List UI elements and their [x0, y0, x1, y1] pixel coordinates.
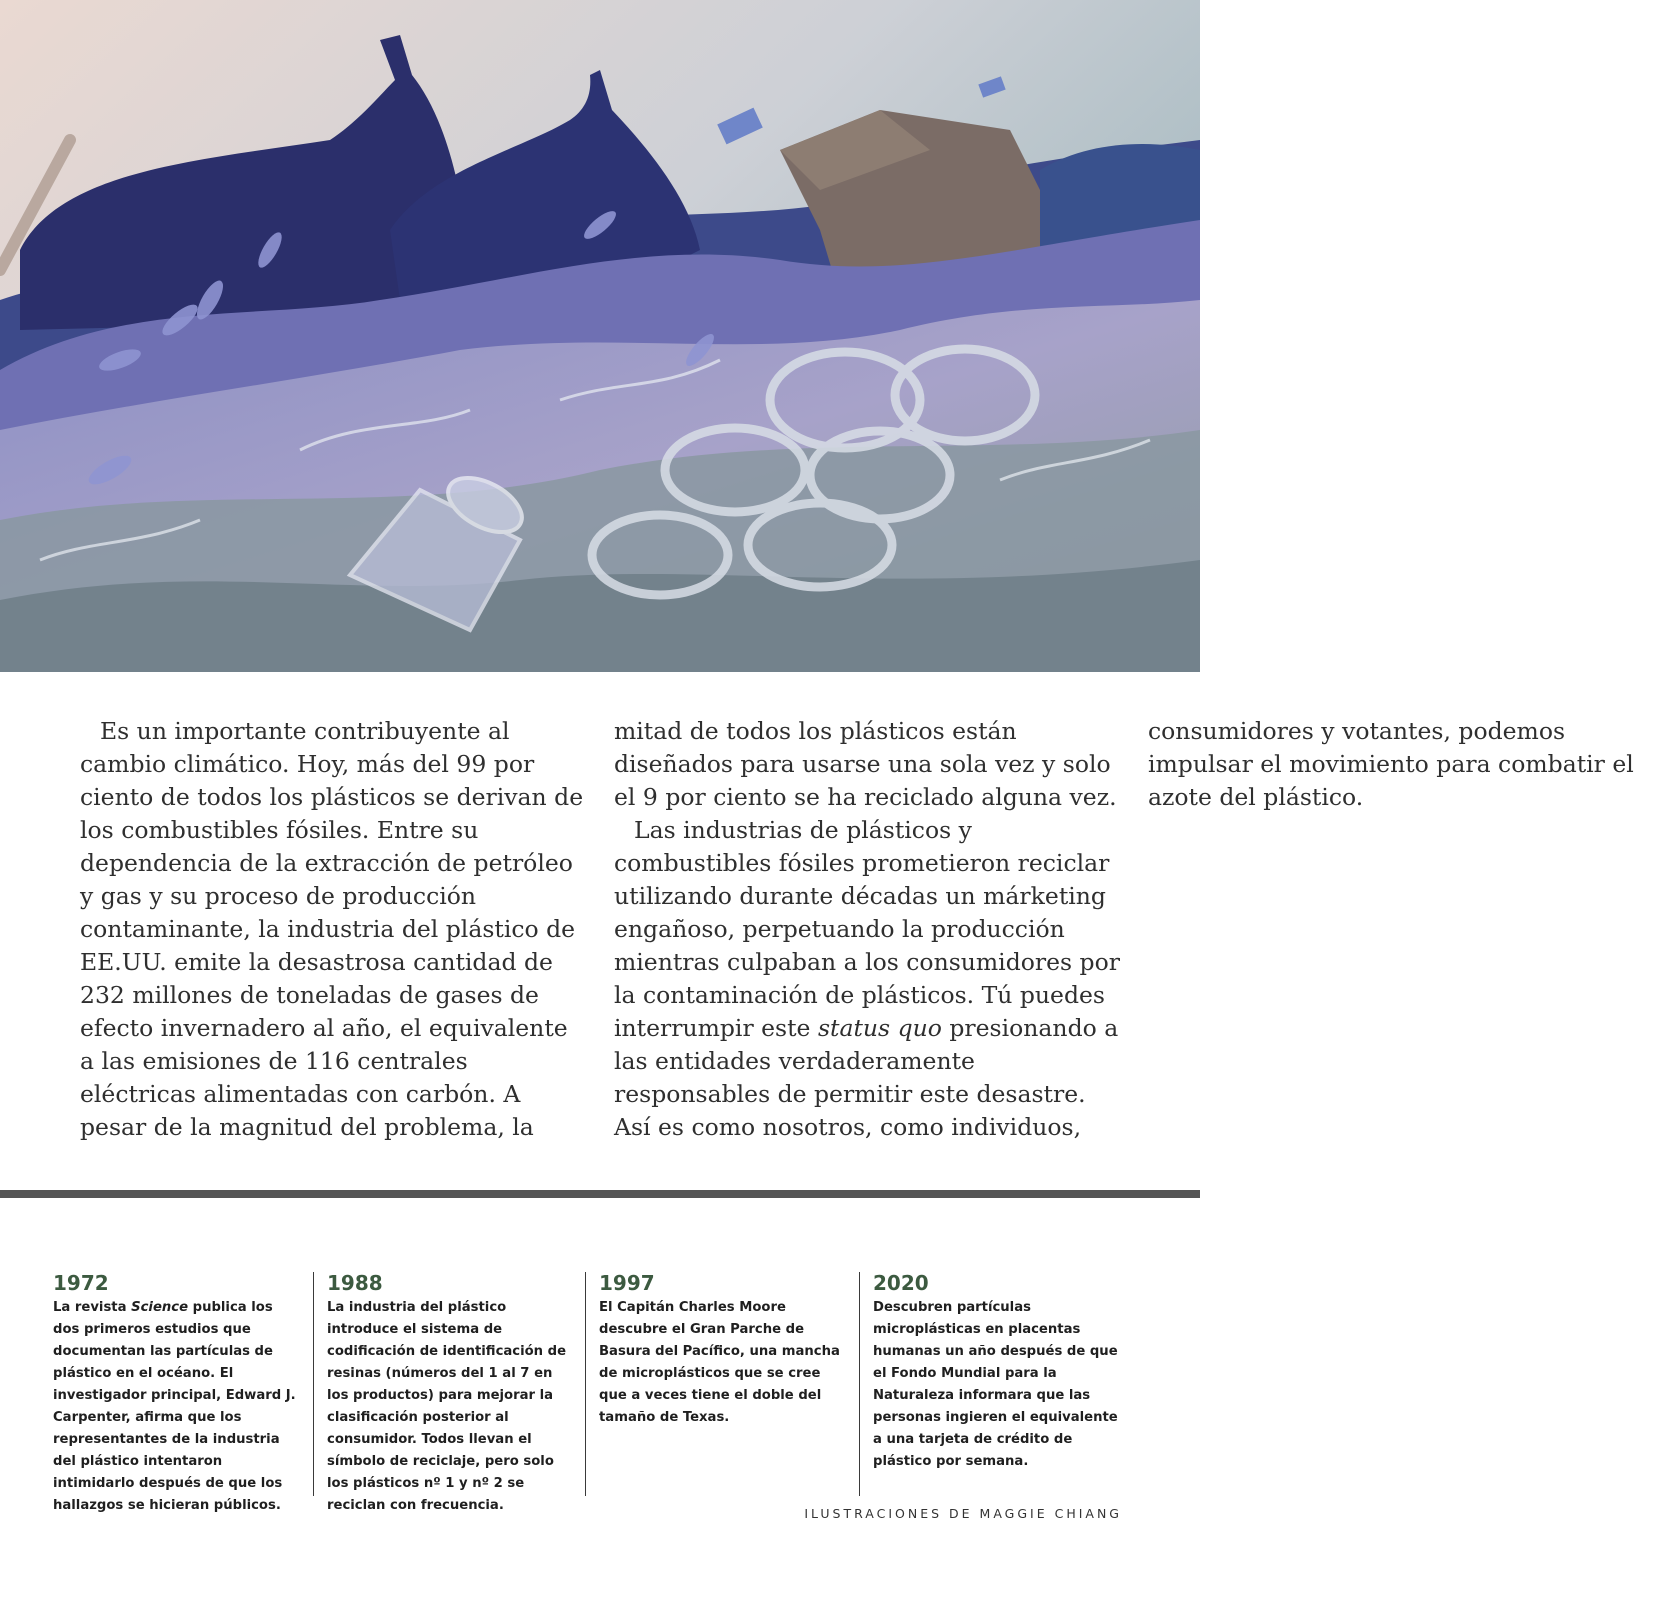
timeline-text: Descubren partículas microplásticas en placentas humanas un año después de que el Fondo Mundial para la Naturaleza informara que las personas ingieren el equivalente a una tarjeta de crédito de plástico por semana.: [873, 1300, 1118, 1469]
timeline-item-1997: [599, 1272, 844, 1497]
timeline-text: El Capitán Charles Moore descubre el Gran Parche de Basura del Pacífico, una mancha de microplásticos que se cree que a veces tiene el doble del tamaño de Texas.: [599, 1300, 840, 1425]
status-quo-term: status quo: [817, 1014, 942, 1042]
illustration-artwork: [0, 0, 1200, 672]
plastic-waste-illustration: [0, 0, 1200, 672]
timeline-item-2020: [873, 1272, 1118, 1497]
timeline-text-end: publica los dos primeros estudios que documentan las partículas de plástico en el océano. El investigador principal, Edward J. Carpenter, afirma que los representantes de la industria del plástico intentaron intimidarlo después de que los hallazgos se hicieran públicos.: [53, 1300, 296, 1513]
timeline-item-1988: [327, 1271, 572, 1513]
timeline-item-1972: [53, 1271, 298, 1513]
article-paragraph-2-start: Las industrias de plásticos y combustibles fósiles prometieron reciclar utilizando durante décadas un márketing engañoso, perpetuando la producción mientras culpaban a los consumidores por la contaminación de plásticos. Tú puedes interrumpir este: [614, 816, 1120, 1042]
timeline-year: 1988: [327, 1271, 383, 1295]
timeline-text: La industria del plástico introduce el sistema de codificación de identificación de resinas (números del 1 al 7 en los productos) para mejorar la clasificación posterior al consumidor. Todos llevan el símbolo de reciclaje, pero solo los plásticos nº 1 y nº 2 se reciclan con frecuencia.: [327, 1300, 567, 1513]
timeline-text-start: La revista: [53, 1300, 132, 1315]
article-paragraph-1: Es un importante contribuyente al cambio climático. Hoy, más del 99 por ciento de todos los plásticos se derivan de los combustibles fósiles. Entre su dependencia de la extracción de petróleo y gas y su proceso de producción contaminante, la industria del plástico de EE.UU. emite la desastrosa cantidad de 232 millones de toneladas de gases de efecto invernadero al año, el equivalente a las emisiones de 116 centrales eléctricas alimentadas con carbón. A pesar de la magnitud del problema, la mitad de todos los plásticos están diseñados para usarse una sola vez y solo el 9 por ciento se ha reciclado alguna vez.: [80, 717, 1117, 1141]
illustration-credit: ILUSTRACIONES DE MAGGIE CHIANG: [804, 1506, 1122, 1521]
timeline-year: 1972: [53, 1271, 109, 1295]
timeline: [53, 1271, 1143, 1513]
timeline-year: 2020: [873, 1271, 929, 1295]
section-divider: [0, 1190, 1200, 1198]
timeline-text: [53, 1297, 298, 1517]
article-body: [80, 715, 1634, 1160]
timeline-year: 1997: [599, 1271, 655, 1295]
article-paragraph-2-end: presionando a las entidades verdaderamente responsables de permitir este desastre. Así es como nosotros, como individuos, consumidores y votantes, podemos impulsar el movimiento para combatir el azote del plástico.: [614, 717, 1634, 1141]
science-journal-title: Science: [131, 1300, 189, 1315]
